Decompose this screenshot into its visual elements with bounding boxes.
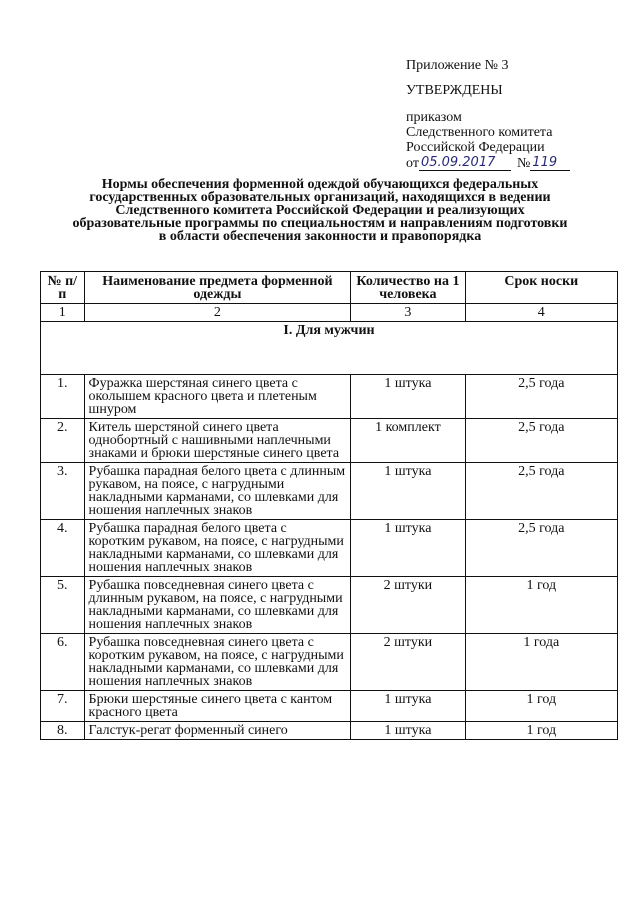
col-number: 2 (84, 304, 351, 322)
row-number: 5. (41, 577, 85, 634)
col-number: 1 (41, 304, 85, 322)
table-row (41, 520, 618, 577)
approval-block (406, 58, 626, 171)
item-name: Фуражка шерстяная синего цвета с околышем красного цвета и плетеным шнуром (84, 375, 351, 419)
column-number-row (41, 304, 618, 322)
item-quantity: 1 штука (351, 722, 465, 740)
item-term: 2,5 года (465, 419, 617, 463)
table-row (41, 691, 618, 722)
item-quantity: 2 штуки (351, 577, 465, 634)
table-row (41, 634, 618, 691)
item-quantity: 1 штука (351, 520, 465, 577)
col-number: 3 (351, 304, 465, 322)
item-name: Рубашка парадная белого цвета с длинным рукавом, на поясе, с нагрудными накладными карманами, со шлевками для ношения наплечных знаков (84, 463, 351, 520)
item-term: 2,5 года (465, 520, 617, 577)
item-term: 1 год (465, 577, 617, 634)
item-quantity: 1 штука (351, 463, 465, 520)
item-name: Галстук-регат форменный синего (84, 722, 351, 740)
order-number-handwritten: 119 (530, 155, 570, 171)
item-term: 1 год (465, 691, 617, 722)
appendix-label: Приложение № 3 (406, 58, 509, 73)
approved-label: УТВЕРЖДЕНЫ (406, 83, 503, 98)
item-name: Китель шерстяной синего цвета однобортный с нашивными наплечными знаками и брюки шерстяные синего цвета (84, 419, 351, 463)
norms-table (40, 271, 618, 740)
order-date-handwritten: 05.09.2017 (419, 155, 511, 171)
col-number: 4 (465, 304, 617, 322)
section-row (41, 322, 618, 375)
item-quantity: 2 штуки (351, 634, 465, 691)
table-row (41, 722, 618, 740)
item-term: 1 года (465, 634, 617, 691)
row-number: 3. (41, 463, 85, 520)
row-number: 7. (41, 691, 85, 722)
table-row (41, 577, 618, 634)
table-row (41, 463, 618, 520)
item-name: Рубашка повседневная синего цвета с коротким рукавом, на поясе, с нагрудными накладными карманами, со шлевками для ношения наплечных знаков (84, 634, 351, 691)
order-date-line (406, 155, 626, 171)
item-term: 2,5 года (465, 463, 617, 520)
item-term: 2,5 года (465, 375, 617, 419)
section-title: I. Для мужчин (41, 322, 618, 375)
document-title: Нормы обеспечения форменной одеждой обучающихся федеральных государственных образовательных организаций, находящихся в ведении Следственного комитета Российской Федерации и реализующих образовательные программы по специальностям и направлениям подготовки в области обеспечения законности и правопорядка (72, 177, 568, 244)
item-quantity: 1 штука (351, 691, 465, 722)
header-term: Срок носки (465, 272, 617, 304)
date-prefix: от (406, 156, 419, 171)
row-number: 1. (41, 375, 85, 419)
header-name: Наименование предмета форменной одежды (84, 272, 351, 304)
number-prefix: № (516, 156, 531, 171)
item-name: Рубашка парадная белого цвета с коротким рукавом, на поясе, с нагрудными накладными карманами, со шлевками для ношения наплечных знаков (84, 520, 351, 577)
item-name: Брюки шерстяные синего цвета с кантом красного цвета (84, 691, 351, 722)
item-name: Рубашка повседневная синего цвета с длинным рукавом, на поясе, с нагрудными накладными карманами, со шлевками для ношения наплечных знаков (84, 577, 351, 634)
table-row (41, 419, 618, 463)
item-term: 1 год (465, 722, 617, 740)
row-number: 2. (41, 419, 85, 463)
header-qty: Количество на 1 человека (351, 272, 465, 304)
table-row (41, 375, 618, 419)
item-quantity: 1 штука (351, 375, 465, 419)
header-row (41, 272, 618, 304)
row-number: 4. (41, 520, 85, 577)
row-number: 8. (41, 722, 85, 740)
order-line-1: приказом (406, 110, 462, 125)
order-line-3: Российской Федерации (406, 140, 545, 155)
item-quantity: 1 комплект (351, 419, 465, 463)
row-number: 6. (41, 634, 85, 691)
header-no: № п/п (41, 272, 85, 304)
order-line-2: Следственного комитета (406, 125, 553, 140)
